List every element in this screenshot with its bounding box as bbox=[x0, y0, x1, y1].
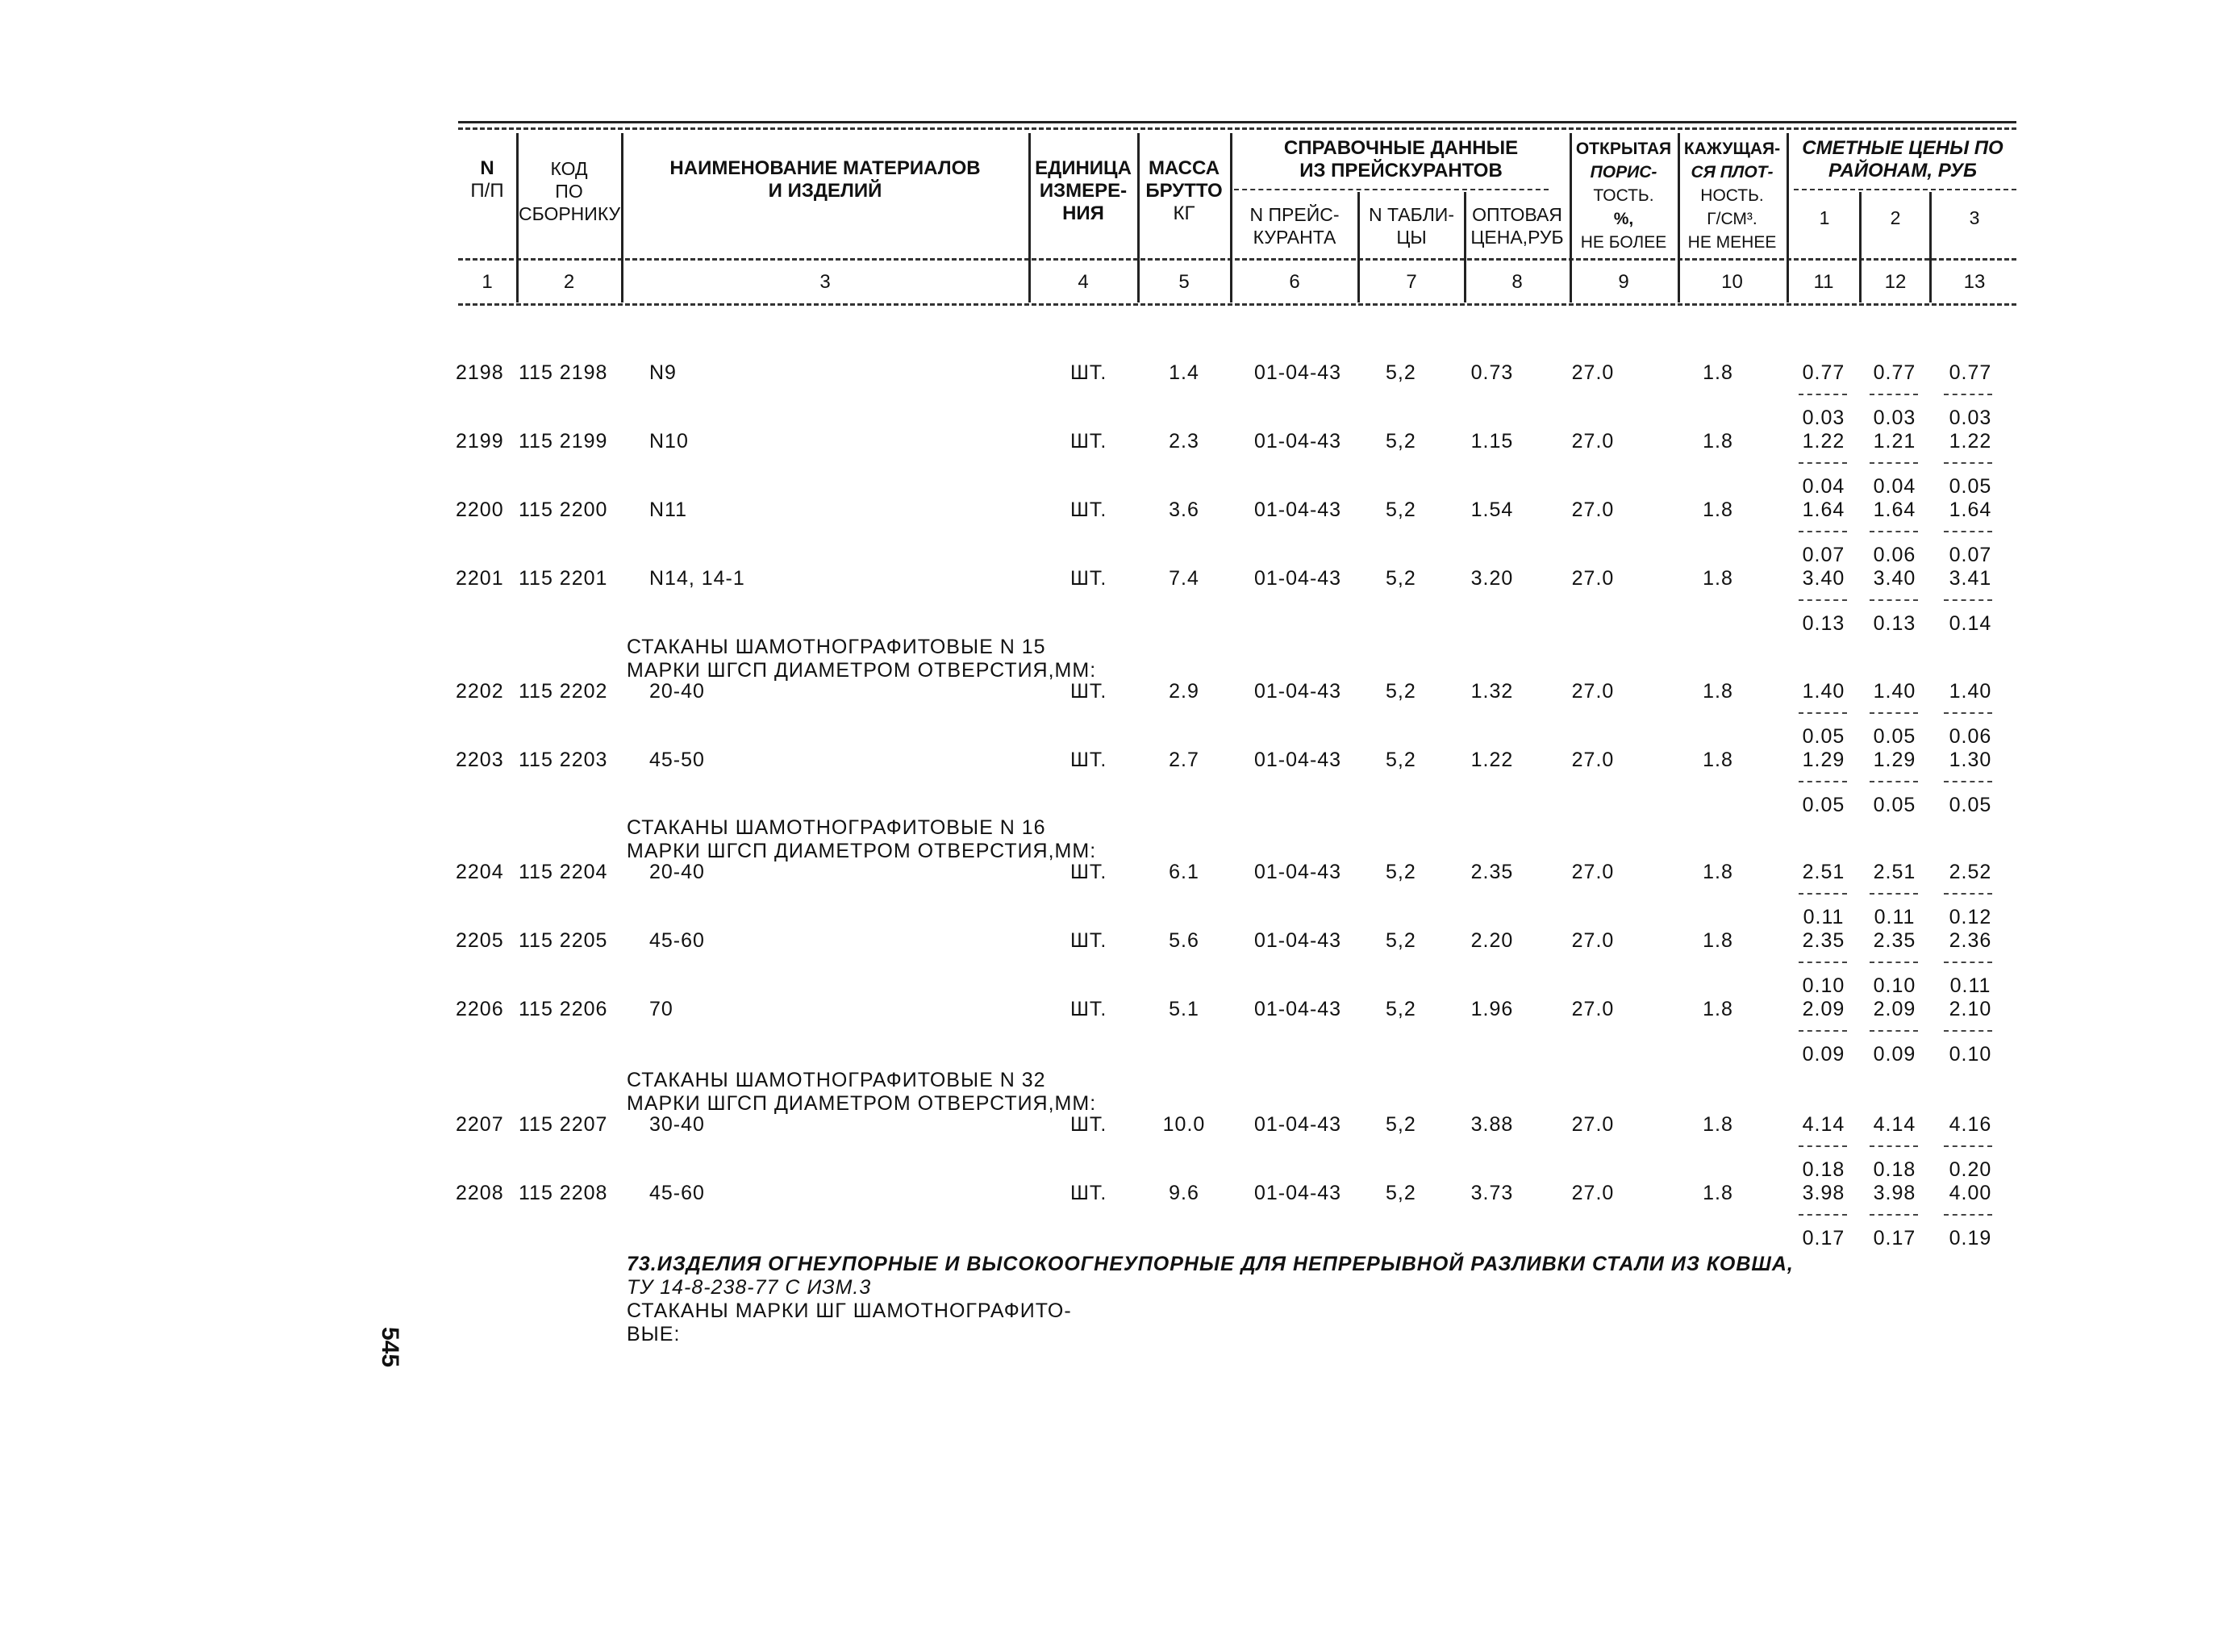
cell-dens: 1.8 bbox=[1703, 861, 1733, 883]
col-header-preiskurant bbox=[1234, 203, 1355, 248]
cell-p2: 1.64 bbox=[1873, 499, 1916, 521]
cell-n: 2198 bbox=[456, 361, 504, 384]
cell-table: 5,2 bbox=[1386, 749, 1416, 771]
cell-unit: ШТ. bbox=[1070, 430, 1107, 453]
cell-n: 2199 bbox=[456, 430, 504, 453]
cell-secondary-s2: 0.11 bbox=[1874, 906, 1916, 928]
cell-secondary-s1: 0.05 bbox=[1802, 794, 1845, 816]
group-heading-line: МАРКИ ШГСП ДИАМЕТРОМ ОТВЕРСТИЯ,ММ: bbox=[627, 840, 1097, 862]
cell-p3: 1.22 bbox=[1949, 430, 1992, 453]
cell-price: 2.20 bbox=[1470, 929, 1514, 952]
cell-n: 2200 bbox=[456, 499, 504, 521]
cell-price: 1.15 bbox=[1470, 430, 1514, 453]
cell-secondary-s2: 0.06 bbox=[1873, 544, 1916, 566]
cell-p2: 3.98 bbox=[1873, 1182, 1916, 1204]
cell-unit: ШТ. bbox=[1070, 998, 1107, 1020]
cell-n: 2201 bbox=[456, 567, 504, 590]
header-text: СБОРНИКУ bbox=[519, 203, 621, 224]
price-separator bbox=[1870, 712, 1918, 714]
header-text: СПРАВОЧНЫЕ ДАННЫЕ bbox=[1283, 137, 1519, 159]
price-separator bbox=[1944, 531, 1992, 532]
cell-unit: ШТ. bbox=[1070, 499, 1107, 521]
cell-name: 30-40 bbox=[649, 1113, 705, 1136]
section-spec: ТУ 14-8-238-77 С ИЗМ.3 bbox=[627, 1276, 872, 1299]
table-top-rule bbox=[458, 121, 2016, 123]
cell-por: 27.0 bbox=[1571, 680, 1615, 703]
cell-p3: 4.16 bbox=[1949, 1113, 1992, 1136]
cell-secondary-s2: 0.05 bbox=[1873, 725, 1916, 748]
cell-p2: 0.77 bbox=[1873, 361, 1916, 384]
group-heading bbox=[627, 636, 1096, 682]
cell-code: 115 2200 bbox=[519, 499, 608, 521]
col-header-porosity bbox=[1571, 137, 1676, 254]
header-text: НИЯ bbox=[1062, 202, 1104, 224]
cell-dens: 1.8 bbox=[1703, 998, 1733, 1020]
header-text: ТОСТЬ. bbox=[1593, 186, 1654, 205]
cell-preisk: 01-04-43 bbox=[1254, 567, 1342, 590]
cell-p2: 2.51 bbox=[1873, 861, 1916, 883]
cell-dens: 1.8 bbox=[1703, 499, 1733, 521]
group-heading-line: МАРКИ ШГСП ДИАМЕТРОМ ОТВЕРСТИЯ,ММ: bbox=[627, 659, 1097, 682]
cell-name: N14, 14-1 bbox=[649, 567, 745, 590]
price-separator bbox=[1799, 531, 1847, 532]
cell-unit: ШТ. bbox=[1070, 749, 1107, 771]
cell-code: 115 2206 bbox=[519, 998, 608, 1020]
cell-secondary-s2: 0.09 bbox=[1873, 1043, 1916, 1066]
cell-p3: 2.10 bbox=[1949, 998, 1992, 1020]
cell-name: 45-60 bbox=[649, 1182, 705, 1204]
cell-secondary-s1: 0.18 bbox=[1802, 1158, 1845, 1181]
header-text: МАССА bbox=[1148, 157, 1220, 179]
cell-unit: ШТ. bbox=[1070, 680, 1107, 703]
cell-p1: 1.22 bbox=[1802, 430, 1845, 453]
col-number: 7 bbox=[1406, 271, 1417, 293]
cell-n: 2207 bbox=[456, 1113, 504, 1136]
cell-secondary-s3: 0.05 bbox=[1949, 794, 1992, 816]
group-heading bbox=[627, 816, 1096, 863]
price-separator bbox=[1870, 1214, 1918, 1216]
cell-code: 115 2203 bbox=[519, 749, 608, 771]
cell-code: 115 2205 bbox=[519, 929, 608, 952]
header-text: N ТАБЛИ- bbox=[1368, 204, 1454, 225]
group-heading-line: СТАКАНЫ ШАМОТНОГРАФИТОВЫЕ N 15 bbox=[627, 636, 1046, 658]
col-header-table bbox=[1361, 203, 1462, 248]
col-header-mass bbox=[1139, 157, 1229, 225]
cell-n: 2205 bbox=[456, 929, 504, 952]
cell-p3: 2.52 bbox=[1949, 861, 1992, 883]
cell-unit: ШТ. bbox=[1070, 861, 1107, 883]
cell-code: 115 2204 bbox=[519, 861, 608, 883]
cell-p1: 4.14 bbox=[1802, 1113, 1845, 1136]
cell-price: 1.54 bbox=[1470, 499, 1514, 521]
header-text: ПОРИС- bbox=[1590, 163, 1657, 181]
price-separator bbox=[1799, 712, 1847, 714]
cell-preisk: 01-04-43 bbox=[1254, 499, 1342, 521]
cell-secondary-s1: 0.03 bbox=[1802, 407, 1845, 429]
cell-code: 115 2198 bbox=[519, 361, 608, 384]
header-text: ЦЕНА,РУБ bbox=[1470, 227, 1564, 248]
cell-price: 0.73 bbox=[1470, 361, 1514, 384]
cell-code: 115 2201 bbox=[519, 567, 608, 590]
cell-p1: 2.35 bbox=[1802, 929, 1845, 952]
header-text: ЕДИНИЦА bbox=[1035, 157, 1132, 179]
cell-preisk: 01-04-43 bbox=[1254, 929, 1342, 952]
col-header-region-2: 2 bbox=[1890, 207, 1901, 228]
header-divider bbox=[1929, 192, 1932, 302]
group-heading-line: СТАКАНЫ ШАМОТНОГРАФИТОВЫЕ N 16 bbox=[627, 816, 1046, 839]
col-header-price-group bbox=[1789, 137, 2016, 182]
col-number: 5 bbox=[1178, 271, 1190, 293]
cell-mass: 6.1 bbox=[1169, 861, 1199, 883]
cell-secondary-s2: 0.05 bbox=[1873, 794, 1916, 816]
cell-dens: 1.8 bbox=[1703, 1182, 1733, 1204]
cell-p2: 1.40 bbox=[1873, 680, 1916, 703]
price-separator bbox=[1799, 1214, 1847, 1216]
price-separator bbox=[1870, 781, 1918, 782]
price-separator bbox=[1944, 1145, 1992, 1147]
cell-secondary-s3: 0.19 bbox=[1949, 1227, 1992, 1249]
header-text: КГ bbox=[1173, 202, 1195, 224]
cell-unit: ШТ. bbox=[1070, 361, 1107, 384]
cell-por: 27.0 bbox=[1571, 1182, 1615, 1204]
cell-p3: 2.36 bbox=[1949, 929, 1992, 952]
cell-table: 5,2 bbox=[1386, 998, 1416, 1020]
cell-secondary-s1: 0.11 bbox=[1803, 906, 1845, 928]
cell-code: 115 2208 bbox=[519, 1182, 608, 1204]
col-number: 8 bbox=[1511, 271, 1523, 293]
cell-name: 45-50 bbox=[649, 749, 705, 771]
header-text: НОСТЬ. bbox=[1700, 186, 1764, 205]
cell-p2: 4.14 bbox=[1873, 1113, 1916, 1136]
cell-mass: 5.1 bbox=[1169, 998, 1199, 1020]
cell-code: 115 2202 bbox=[519, 680, 608, 703]
cell-p1: 1.40 bbox=[1802, 680, 1845, 703]
cell-p2: 1.21 bbox=[1873, 430, 1916, 453]
price-separator bbox=[1944, 781, 1992, 782]
header-text: П/П bbox=[470, 180, 504, 202]
cell-p1: 3.98 bbox=[1802, 1182, 1845, 1204]
cell-por: 27.0 bbox=[1571, 929, 1615, 952]
cell-dens: 1.8 bbox=[1703, 361, 1733, 384]
price-separator bbox=[1944, 712, 1992, 714]
price-separator bbox=[1944, 893, 1992, 895]
cell-preisk: 01-04-43 bbox=[1254, 680, 1342, 703]
cell-n: 2203 bbox=[456, 749, 504, 771]
cell-preisk: 01-04-43 bbox=[1254, 1182, 1342, 1204]
price-separator bbox=[1799, 893, 1847, 895]
col-number: 2 bbox=[563, 271, 575, 293]
cell-preisk: 01-04-43 bbox=[1254, 430, 1342, 453]
cell-price: 3.20 bbox=[1470, 567, 1514, 590]
cell-p3: 1.40 bbox=[1949, 680, 1992, 703]
cell-secondary-s2: 0.04 bbox=[1873, 475, 1916, 498]
cell-preisk: 01-04-43 bbox=[1254, 861, 1342, 883]
price-separator bbox=[1799, 599, 1847, 601]
col-header-unit bbox=[1031, 157, 1136, 225]
cell-secondary-s1: 0.04 bbox=[1802, 475, 1845, 498]
header-text: ИЗ ПРЕЙСКУРАНТОВ bbox=[1299, 160, 1503, 181]
cell-por: 27.0 bbox=[1571, 430, 1615, 453]
group-heading-line: СТАКАНЫ ШАМОТНОГРАФИТОВЫЕ N 32 bbox=[627, 1069, 1046, 1091]
cell-n: 2208 bbox=[456, 1182, 504, 1204]
cell-table: 5,2 bbox=[1386, 567, 1416, 590]
cell-table: 5,2 bbox=[1386, 361, 1416, 384]
cell-name: 20-40 bbox=[649, 680, 705, 703]
cell-secondary-s3: 0.14 bbox=[1949, 612, 1992, 635]
cell-p3: 3.41 bbox=[1949, 567, 1992, 590]
price-separator bbox=[1944, 1030, 1992, 1032]
header-text: %, bbox=[1613, 210, 1634, 228]
col-header-name bbox=[623, 157, 1027, 202]
header-number-rule bbox=[458, 258, 2016, 261]
cell-secondary-s2: 0.13 bbox=[1873, 612, 1916, 635]
cell-mass: 5.6 bbox=[1169, 929, 1199, 952]
page-number: 545 bbox=[377, 1327, 403, 1368]
cell-secondary-s3: 0.07 bbox=[1949, 544, 1992, 566]
price-separator bbox=[1870, 394, 1918, 395]
price-separator bbox=[1870, 1145, 1918, 1147]
col-number: 12 bbox=[1884, 271, 1907, 293]
cell-price: 2.35 bbox=[1470, 861, 1514, 883]
cell-name: 70 bbox=[649, 998, 673, 1020]
price-separator bbox=[1799, 1030, 1847, 1032]
cell-dens: 1.8 bbox=[1703, 929, 1733, 952]
price-separator bbox=[1944, 394, 1992, 395]
header-text: КОД bbox=[550, 158, 588, 179]
cell-preisk: 01-04-43 bbox=[1254, 998, 1342, 1020]
col-number: 1 bbox=[482, 271, 493, 293]
col-number: 3 bbox=[819, 271, 831, 293]
price-subheader-rule bbox=[1794, 189, 2016, 190]
cell-mass: 1.4 bbox=[1169, 361, 1199, 384]
cell-secondary-s1: 0.17 bbox=[1802, 1227, 1845, 1249]
cell-code: 115 2207 bbox=[519, 1113, 608, 1136]
cell-preisk: 01-04-43 bbox=[1254, 749, 1342, 771]
header-text: СЯ ПЛОТ- bbox=[1691, 163, 1774, 181]
price-separator bbox=[1870, 462, 1918, 464]
col-header-ref-group bbox=[1234, 137, 1568, 182]
cell-dens: 1.8 bbox=[1703, 430, 1733, 453]
cell-p1: 3.40 bbox=[1802, 567, 1845, 590]
cell-price: 3.73 bbox=[1470, 1182, 1514, 1204]
cell-p3: 1.30 bbox=[1949, 749, 1992, 771]
cell-unit: ШТ. bbox=[1070, 929, 1107, 952]
cell-p2: 1.29 bbox=[1873, 749, 1916, 771]
col-header-density bbox=[1679, 137, 1785, 254]
cell-name: N9 bbox=[649, 361, 677, 384]
cell-secondary-s2: 0.10 bbox=[1873, 974, 1916, 997]
cell-secondary-s3: 0.12 bbox=[1949, 906, 1992, 928]
cell-secondary-s1: 0.05 bbox=[1802, 725, 1845, 748]
cell-dens: 1.8 bbox=[1703, 749, 1733, 771]
price-separator bbox=[1799, 962, 1847, 963]
price-separator bbox=[1944, 462, 1992, 464]
cell-p1: 1.64 bbox=[1802, 499, 1845, 521]
cell-table: 5,2 bbox=[1386, 929, 1416, 952]
header-text: И ИЗДЕЛИЙ bbox=[768, 180, 882, 202]
header-divider bbox=[1357, 192, 1360, 302]
cell-por: 27.0 bbox=[1571, 567, 1615, 590]
cell-por: 27.0 bbox=[1571, 861, 1615, 883]
cell-mass: 2.9 bbox=[1169, 680, 1199, 703]
ref-subheader-rule bbox=[1234, 189, 1549, 190]
header-text: НЕ БОЛЕЕ bbox=[1580, 233, 1667, 252]
cell-code: 115 2199 bbox=[519, 430, 608, 453]
cell-p1: 1.29 bbox=[1802, 749, 1845, 771]
cell-price: 1.96 bbox=[1470, 998, 1514, 1020]
section-title: 73.ИЗДЕЛИЯ ОГНЕУПОРНЫЕ И ВЫСОКООГНЕУПОРНЫЕ ДЛЯ НЕПРЕРЫВНОЙ РАЗЛИВКИ СТАЛИ ИЗ КОВША, bbox=[627, 1253, 1794, 1275]
header-text: ПО bbox=[555, 181, 583, 202]
cell-unit: ШТ. bbox=[1070, 1113, 1107, 1136]
price-separator bbox=[1870, 531, 1918, 532]
price-separator bbox=[1799, 394, 1847, 395]
cell-p2: 2.35 bbox=[1873, 929, 1916, 952]
col-header-npp bbox=[460, 157, 515, 202]
cell-secondary-s3: 0.10 bbox=[1949, 1043, 1992, 1066]
cell-table: 5,2 bbox=[1386, 499, 1416, 521]
cell-secondary-s3: 0.11 bbox=[1949, 974, 1991, 997]
cell-dens: 1.8 bbox=[1703, 1113, 1733, 1136]
section-subtitle: ВЫЕ: bbox=[627, 1323, 681, 1345]
header-text: N bbox=[480, 157, 494, 179]
section-subtitle: СТАКАНЫ МАРКИ ШГ ШАМОТНОГРАФИТО- bbox=[627, 1299, 1072, 1322]
col-number: 13 bbox=[1963, 271, 1986, 293]
cell-p1: 0.77 bbox=[1802, 361, 1845, 384]
cell-name: N10 bbox=[649, 430, 689, 453]
header-text: НАИМЕНОВАНИЕ МАТЕРИАЛОВ bbox=[669, 157, 981, 179]
section-note bbox=[627, 1253, 1794, 1346]
cell-secondary-s1: 0.13 bbox=[1802, 612, 1845, 635]
cell-p3: 1.64 bbox=[1949, 499, 1992, 521]
col-number: 4 bbox=[1078, 271, 1089, 293]
cell-secondary-s1: 0.10 bbox=[1802, 974, 1845, 997]
header-text: РАЙОНАМ, РУБ bbox=[1828, 160, 1978, 181]
cell-mass: 9.6 bbox=[1169, 1182, 1199, 1204]
cell-secondary-s1: 0.07 bbox=[1802, 544, 1845, 566]
price-separator bbox=[1944, 962, 1992, 963]
cell-mass: 10.0 bbox=[1162, 1113, 1206, 1136]
cell-n: 2206 bbox=[456, 998, 504, 1020]
cell-p2: 2.09 bbox=[1873, 998, 1916, 1020]
price-separator bbox=[1799, 781, 1847, 782]
cell-por: 27.0 bbox=[1571, 749, 1615, 771]
price-separator bbox=[1944, 599, 1992, 601]
cell-mass: 2.7 bbox=[1169, 749, 1199, 771]
col-header-code bbox=[519, 157, 619, 225]
cell-table: 5,2 bbox=[1386, 861, 1416, 883]
group-heading-line: МАРКИ ШГСП ДИАМЕТРОМ ОТВЕРСТИЯ,ММ: bbox=[627, 1092, 1097, 1115]
header-text: ОТКРЫТАЯ bbox=[1575, 140, 1672, 158]
col-header-region-1: 1 bbox=[1819, 207, 1830, 228]
cell-mass: 3.6 bbox=[1169, 499, 1199, 521]
cell-secondary-s2: 0.18 bbox=[1873, 1158, 1916, 1181]
cell-dens: 1.8 bbox=[1703, 680, 1733, 703]
cell-p3: 4.00 bbox=[1949, 1182, 1992, 1204]
cell-mass: 2.3 bbox=[1169, 430, 1199, 453]
cell-price: 1.22 bbox=[1470, 749, 1514, 771]
cell-p2: 3.40 bbox=[1873, 567, 1916, 590]
cell-table: 5,2 bbox=[1386, 680, 1416, 703]
table-top-dash bbox=[458, 127, 2016, 130]
cell-n: 2202 bbox=[456, 680, 504, 703]
cell-table: 5,2 bbox=[1386, 430, 1416, 453]
header-text: ОПТОВАЯ bbox=[1472, 204, 1562, 225]
cell-secondary-s2: 0.17 bbox=[1873, 1227, 1916, 1249]
cell-dens: 1.8 bbox=[1703, 567, 1733, 590]
cell-p1: 2.09 bbox=[1802, 998, 1845, 1020]
cell-unit: ШТ. bbox=[1070, 1182, 1107, 1204]
header-text: ЦЫ bbox=[1396, 227, 1427, 248]
col-number: 10 bbox=[1721, 271, 1743, 293]
header-divider bbox=[1230, 133, 1232, 302]
col-number: 9 bbox=[1618, 271, 1629, 293]
header-text: КАЖУЩАЯ- bbox=[1683, 140, 1781, 158]
cell-unit: ШТ. bbox=[1070, 567, 1107, 590]
cell-por: 27.0 bbox=[1571, 361, 1615, 384]
cell-secondary-s3: 0.06 bbox=[1949, 725, 1992, 748]
header-text: ИЗМЕРЕ- bbox=[1039, 180, 1128, 202]
header-text: БРУТТО bbox=[1145, 180, 1223, 202]
cell-p3: 0.77 bbox=[1949, 361, 1992, 384]
cell-secondary-s3: 0.03 bbox=[1949, 407, 1992, 429]
cell-name: N11 bbox=[649, 499, 688, 521]
price-separator bbox=[1799, 462, 1847, 464]
cell-price: 1.32 bbox=[1470, 680, 1514, 703]
header-text: СМЕТНЫЕ ЦЕНЫ ПО bbox=[1802, 137, 2003, 159]
cell-p1: 2.51 bbox=[1802, 861, 1845, 883]
cell-name: 45-60 bbox=[649, 929, 705, 952]
header-text: N ПРЕЙС- bbox=[1249, 204, 1340, 225]
cell-por: 27.0 bbox=[1571, 499, 1615, 521]
col-header-region-3: 3 bbox=[1969, 207, 1980, 228]
cell-secondary-s3: 0.05 bbox=[1949, 475, 1992, 498]
cell-secondary-s3: 0.20 bbox=[1949, 1158, 1992, 1181]
cell-table: 5,2 bbox=[1386, 1182, 1416, 1204]
header-bottom-rule bbox=[458, 303, 2016, 306]
header-text: НЕ МЕНЕЕ bbox=[1687, 233, 1777, 252]
price-separator bbox=[1870, 1030, 1918, 1032]
col-number: 11 bbox=[1813, 271, 1834, 293]
price-separator bbox=[1799, 1145, 1847, 1147]
price-separator bbox=[1870, 962, 1918, 963]
cell-n: 2204 bbox=[456, 861, 504, 883]
cell-name: 20-40 bbox=[649, 861, 705, 883]
cell-por: 27.0 bbox=[1571, 998, 1615, 1020]
col-number: 6 bbox=[1289, 271, 1300, 293]
price-separator bbox=[1944, 1214, 1992, 1216]
cell-table: 5,2 bbox=[1386, 1113, 1416, 1136]
col-header-wholesale bbox=[1466, 203, 1568, 248]
header-text: КУРАНТА bbox=[1253, 227, 1336, 248]
header-text: Г/СМ³. bbox=[1707, 210, 1757, 228]
group-heading bbox=[627, 1069, 1096, 1116]
cell-secondary-s2: 0.03 bbox=[1873, 407, 1916, 429]
cell-secondary-s1: 0.09 bbox=[1802, 1043, 1845, 1066]
price-separator bbox=[1870, 893, 1918, 895]
price-separator bbox=[1870, 599, 1918, 601]
cell-preisk: 01-04-43 bbox=[1254, 1113, 1342, 1136]
cell-price: 3.88 bbox=[1470, 1113, 1514, 1136]
cell-mass: 7.4 bbox=[1169, 567, 1199, 590]
cell-por: 27.0 bbox=[1571, 1113, 1615, 1136]
cell-preisk: 01-04-43 bbox=[1254, 361, 1342, 384]
